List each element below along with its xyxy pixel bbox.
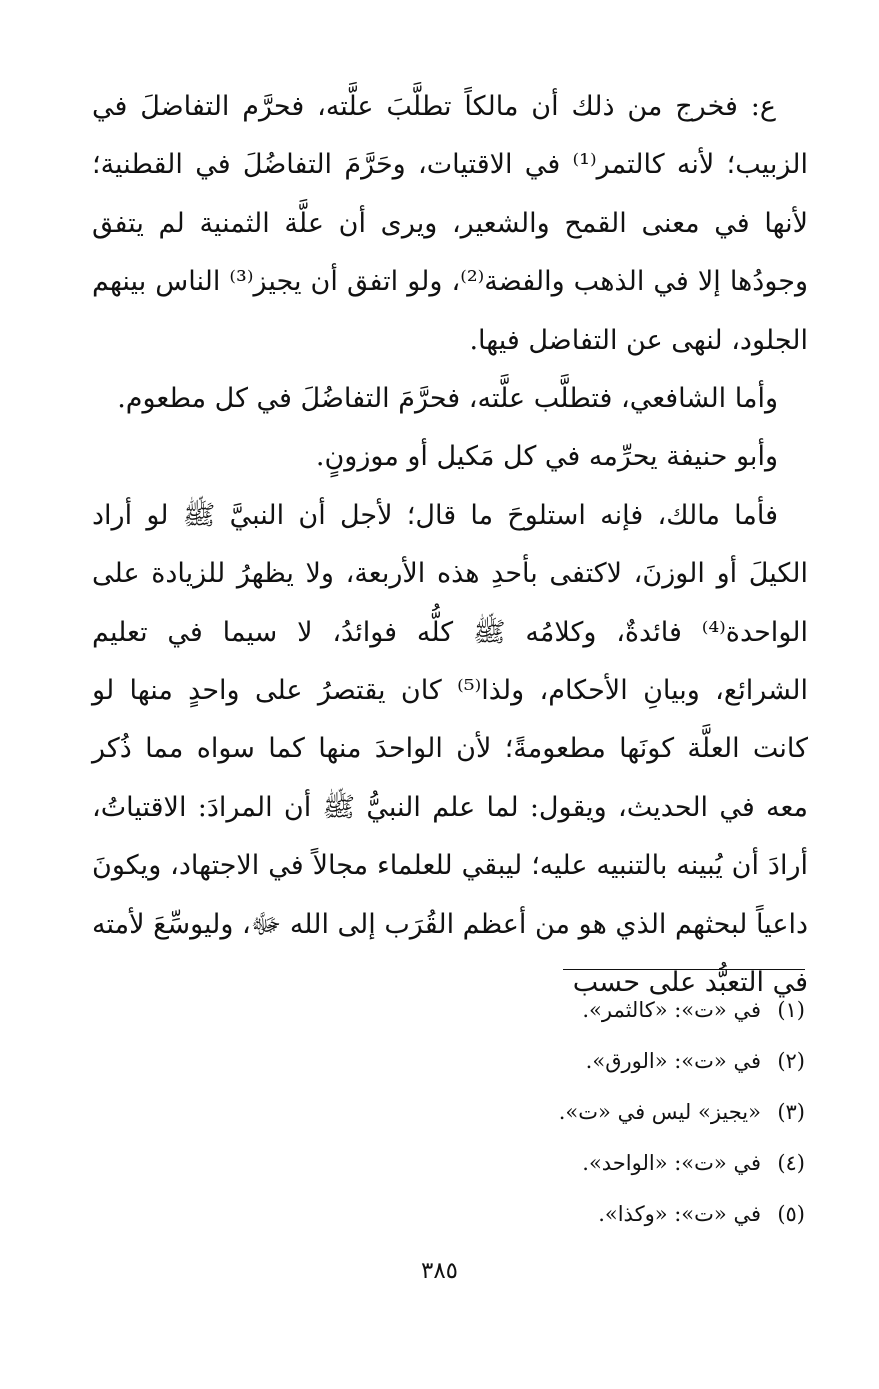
paragraph-4: فأما مالك، فإنه استلوحَ ما قال؛ لأجل أن النبيَّ ﷺ لو أراد الكيلَ أو الوزنَ، لاكتفى بأحدِ هذه الأربعة، ولا يظهرُ للزيادة على الواحدة⁽⁴⁾ فائدةٌ، وكلامُه ﷺ كلُّه فوائدُ، لا سيما في تعليم الشرائع، وبيانِ الأحكام، ولذا⁽⁵⁾ كان يقتصرُ على واحدٍ منها لو كانت العلَّة كونَها مطعومةً؛ لأن الواحدَ منها كما سواه مما ذُكر معه في الحديث، ويقول: لما علم النبيُّ ﷺ أن المرادَ: الاقتياتُ، أرادَ أن يُبينه بالتنبيه عليه؛ ليبقي للعلماء مجالاً في الاجتهاد، ويكونَ داعياً لبحثهم الذي هو من أعظم القُرَب إلى الله ﷻ، وليوسِّعَ لأمته في التعبُّد على حسب <box>92 499 808 999</box>
paragraph-2: وأما الشافعي، فتطلَّب علَّته، فحرَّمَ التفاضُلَ في كل مطعوم. <box>117 383 778 415</box>
footnote-separator <box>563 969 805 970</box>
footnote-number: (٣) <box>777 1100 805 1124</box>
footnote-number: (١) <box>777 998 805 1022</box>
footnote-number: (٢) <box>777 1049 805 1073</box>
footnote-text: «يجيز» ليس في «ت». <box>558 1100 761 1124</box>
footnote-text: في «ت»: «كالثمر». <box>582 998 761 1022</box>
footnote-text: في «ت»: «الواحد». <box>582 1151 761 1175</box>
footnotes <box>400 985 805 1240</box>
footnote-text: في «ت»: «الورق». <box>585 1049 761 1073</box>
footnote-3 <box>400 1087 805 1138</box>
main-text <box>92 78 808 1013</box>
footnote-number: (٤) <box>777 1151 805 1175</box>
footnote-4 <box>400 1138 805 1189</box>
footnote-text: في «ت»: «وكذا». <box>598 1202 761 1226</box>
paragraph-1: ع: فخرج من ذلك أن مالكاً تطلَّبَ علَّته، فحرَّم التفاضلَ في الزبيب؛ لأنه كالتمر⁽¹⁾ في الاقتيات، وحَرَّمَ التفاضُلَ في القطنية؛ لأنها في معنى القمح والشعير، ويرى أن علَّة الثمنية لم يتفق وجودُها إلا في الذهب والفضة⁽²⁾، ولو اتفق أن يجيز⁽³⁾ الناس بينهم الجلود، لنهى عن التفاضل فيها. <box>92 91 809 356</box>
paragraph-3: وأبو حنيفة يحرِّمه في كل مَكيل أو موزونٍ. <box>315 441 778 473</box>
footnote-2 <box>400 1036 805 1087</box>
footnote-5 <box>400 1189 805 1240</box>
footnote-1 <box>400 985 805 1036</box>
footnote-number: (٥) <box>777 1202 805 1226</box>
page-number: ٣٨٥ <box>420 1258 459 1284</box>
